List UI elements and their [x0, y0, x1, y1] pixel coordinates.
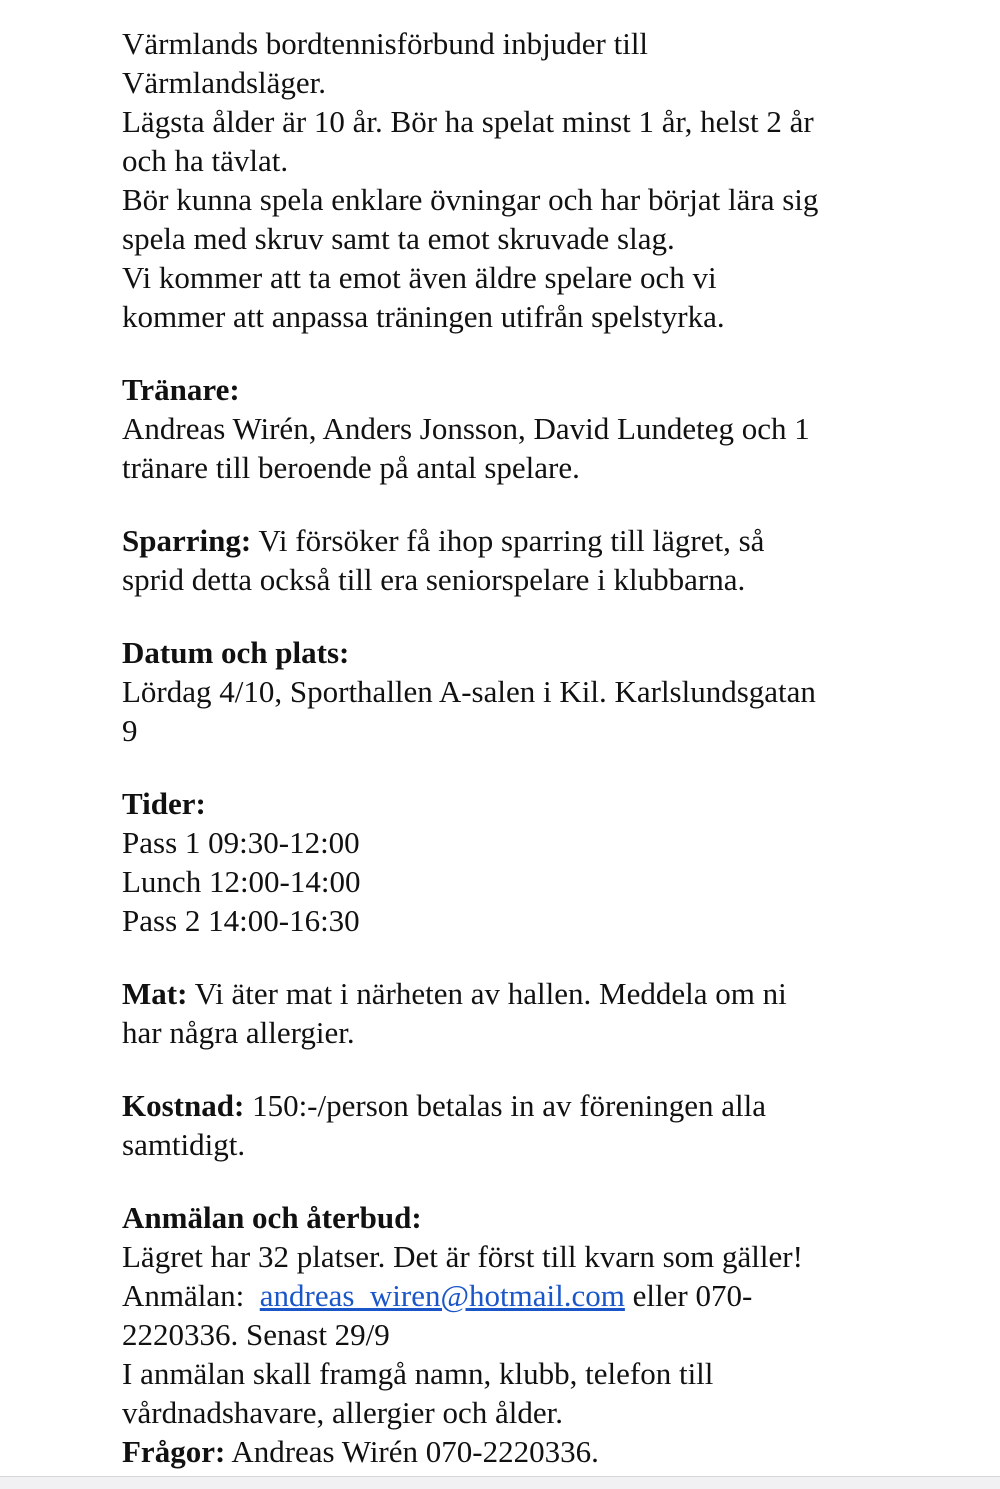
spacer: [122, 1164, 922, 1198]
intro-line: och ha tävlat.: [122, 143, 289, 178]
email-link[interactable]: andreas_wiren@hotmail.com: [259, 1278, 625, 1313]
coaches-line: tränare till beroende på antal spelare.: [122, 450, 580, 485]
cost-line: samtidigt.: [122, 1127, 246, 1162]
sparring-label: Sparring:: [122, 523, 252, 558]
times-item: Pass 1 09:30-12:00: [122, 825, 360, 860]
food-text: Vi äter mat i närheten av hallen. Meddela om ni: [187, 976, 787, 1011]
cost-line: [122, 1086, 922, 1125]
date-place-heading: Datum och plats:: [122, 635, 350, 670]
registration-line: vårdnadshavare, allergier och ålder.: [122, 1395, 563, 1430]
intro-line: Vi kommer att ta emot även äldre spelare och vi: [122, 260, 717, 295]
registration-line: Lägret har 32 platser. Det är först till kvarn som gäller!: [122, 1239, 803, 1274]
intro-line: kommer att anpassa träningen utifrån spelstyrka.: [122, 299, 725, 334]
date-place-line: 9: [122, 713, 138, 748]
intro-line: Värmlandsläger.: [122, 65, 327, 100]
page-bottom-edge: [0, 1476, 1000, 1489]
sparring-line: [122, 521, 922, 560]
spacer: [122, 336, 922, 370]
spacer: [122, 487, 922, 521]
signup-suffix: eller 070-: [624, 1278, 753, 1313]
spacer: [122, 750, 922, 784]
intro-line: Lägsta ålder är 10 år. Bör ha spelat minst 1 år, helst 2 år: [122, 104, 814, 139]
coaches-heading: Tränare:: [122, 372, 240, 407]
questions-line: [122, 1432, 922, 1471]
times-item: Pass 2 14:00-16:30: [122, 903, 360, 938]
signup-prefix: Anmälan:: [122, 1278, 260, 1313]
questions-text: Andreas Wirén 070-2220336.: [225, 1434, 599, 1469]
spacer: [122, 1052, 922, 1086]
registration-heading: Anmälan och återbud:: [122, 1200, 422, 1235]
intro-line: Värmlands bordtennisförbund inbjuder till: [122, 26, 649, 61]
intro-line: spela med skruv samt ta emot skruvade slag.: [122, 221, 675, 256]
registration-line: 2220336. Senast 29/9: [122, 1317, 390, 1352]
coaches-line: Andreas Wirén, Anders Jonsson, David Lundeteg och 1: [122, 411, 810, 446]
spacer: [122, 940, 922, 974]
invitation-text: [122, 24, 922, 1471]
intro-line: Bör kunna spela enklare övningar och har börjat lära sig: [122, 182, 819, 217]
cost-label: Kostnad:: [122, 1088, 245, 1123]
food-line: [122, 974, 922, 1013]
sparring-text: Vi försöker få ihop sparring till lägret, så: [251, 523, 765, 558]
times-heading: Tider:: [122, 786, 206, 821]
registration-line: I anmälan skall framgå namn, klubb, telefon till: [122, 1356, 714, 1391]
signup-line: [122, 1276, 922, 1315]
cost-text: 150:-/person betalas in av föreningen alla: [244, 1088, 766, 1123]
food-line: har några allergier.: [122, 1015, 355, 1050]
food-label: Mat:: [122, 976, 188, 1011]
date-place-line: Lördag 4/10, Sporthallen A-salen i Kil. Karlslundsgatan: [122, 674, 816, 709]
spacer: [122, 599, 922, 633]
times-item: Lunch 12:00-14:00: [122, 864, 361, 899]
sparring-line: sprid detta också till era seniorspelare i klubbarna.: [122, 562, 746, 597]
questions-label: Frågor:: [122, 1434, 226, 1469]
